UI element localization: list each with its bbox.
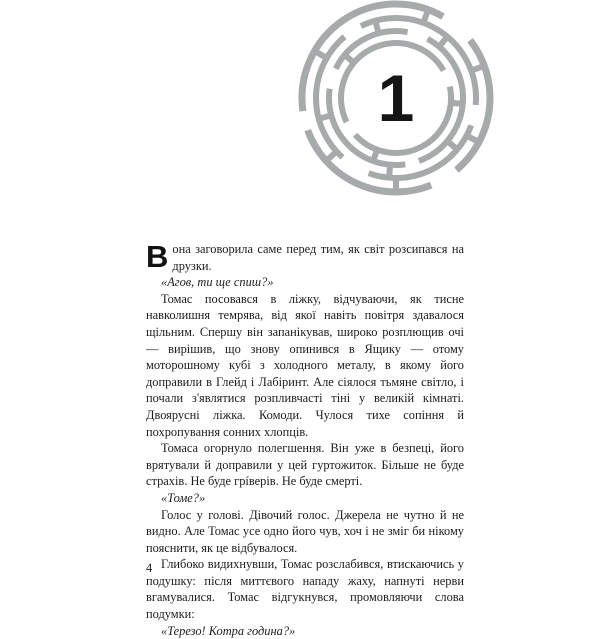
paragraph: Томас посовався в ліжку, відчуваючи, як тисне навколишня темрява, від якої навіть повітря здавалося щільним. Спершу він запанікував, широко розплющив очі — вирішив, що знову опинився в Ящику — отому моторошному кубі з холодного металу, в якому його доправили в Глейд і Лабіринт. Але сіялося тьмяне світло, і почали з'являтися розпливчасті тіні у великій кімнаті. Двоярусні ліжка. Комоди. Чулося тихе сопіння й похропування сонних хлопців.	[146, 291, 464, 439]
page-number: 4	[146, 561, 153, 575]
paragraph: «Терезо! Котра година?»	[161, 623, 296, 638]
paragraph: «Агов, ти ще спиш?»	[161, 275, 274, 290]
paragraph: Глибоко видихнувши, Томас розслабився, втискаючись у подушку: після миттєвого нападу жаху, напнуті нерви вгамувалися. Томас відгукнувся, промовляючи слова подумки:	[146, 557, 464, 622]
paragraph: Томаса огорнуло полегшення. Він уже в безпеці, його врятували й доправили у цей гуртожиток. Більше не буде страхів. Не буде грíверів. Не буде смерті.	[146, 441, 464, 489]
paragraph	[146, 241, 464, 274]
paragraph-text: она заговорила саме перед тим, як світ розсипався на друзки.	[172, 242, 464, 273]
chapter-text	[146, 241, 464, 639]
drop-cap: В	[146, 239, 169, 274]
paragraph: «Томе?»	[161, 490, 206, 505]
paragraph: Голос у голові. Дівочий голос. Джерела не чутно й не видно. Але Томас усе одно його чув, хоч і не зміг би нікому пояснити, як це відбувалося.	[146, 507, 464, 555]
chapter-number: 1	[377, 61, 415, 135]
